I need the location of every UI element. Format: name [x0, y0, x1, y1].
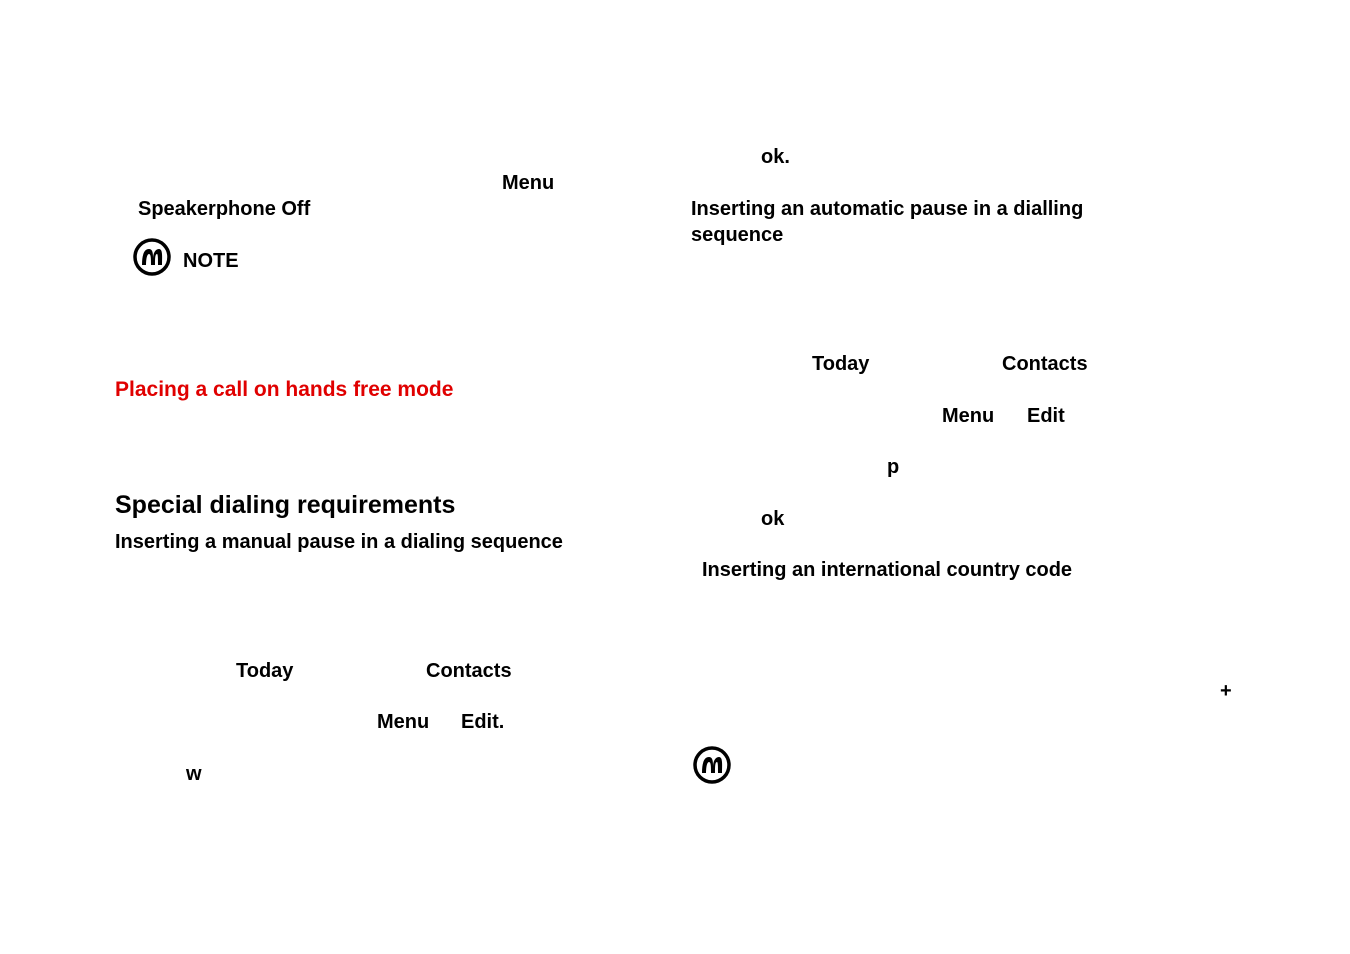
today-label-right: Today	[812, 353, 870, 375]
menu-label: Menu	[502, 172, 555, 194]
contacts-label-right: Contacts	[1002, 353, 1088, 375]
placing-call-heading: Placing a call on hands free mode	[115, 378, 454, 401]
edit-label: Edit.	[461, 711, 505, 733]
menu-label-2: Menu	[377, 711, 430, 733]
speakerphone-off-label: Speakerphone Off	[138, 198, 311, 220]
contacts-label: Contacts	[426, 660, 512, 682]
note-label: NOTE	[183, 250, 239, 272]
country-code-heading: Inserting an international country code	[702, 559, 1073, 581]
today-label: Today	[236, 660, 294, 682]
menu-label-right: Menu	[942, 405, 995, 427]
ok-label-2: ok	[761, 508, 785, 530]
plus-char: +	[1220, 680, 1232, 702]
manual-pause-heading: Inserting a manual pause in a dialing sequence	[115, 531, 563, 553]
special-dialing-heading: Special dialing requirements	[115, 491, 456, 519]
p-char: p	[887, 456, 900, 478]
note-icon	[132, 237, 172, 277]
note-icon	[692, 745, 732, 785]
auto-pause-heading-line1: Inserting an automatic pause in a dialling	[691, 198, 1084, 220]
edit-label-right: Edit	[1027, 405, 1065, 427]
auto-pause-heading-line2: sequence	[691, 224, 784, 246]
ok-label: ok.	[761, 146, 790, 168]
w-char: w	[186, 763, 202, 785]
